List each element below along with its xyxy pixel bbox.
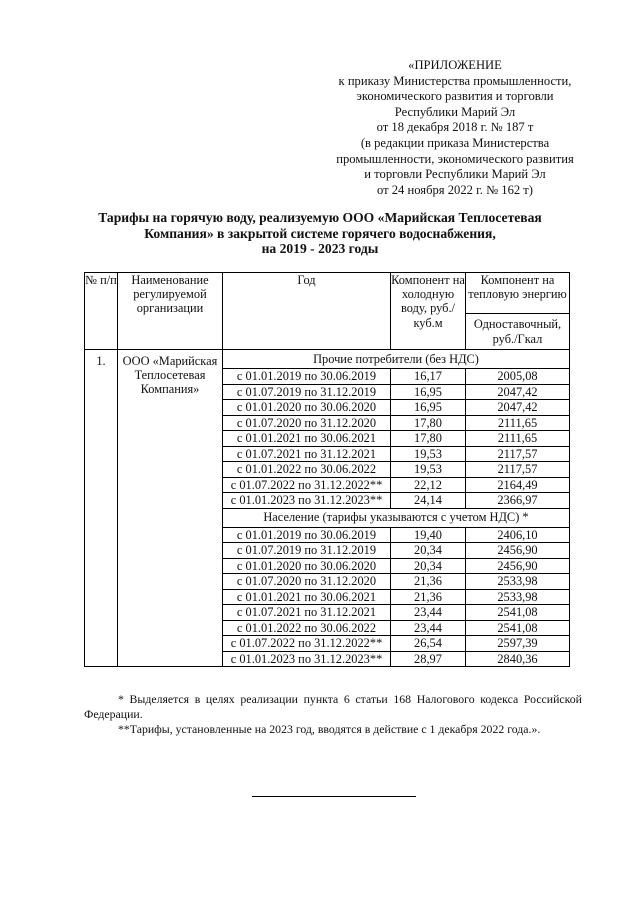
header-cold: Компонент на холодную воду, руб./куб.м <box>391 273 466 350</box>
header-org: Наименование регулируемой организации <box>118 273 223 350</box>
footnote-1: * Выделяется в целях реализации пункта 6 статьи 168 Налогового кодекса Российской Федерации. <box>84 692 582 721</box>
cold-water-cell: 19,53 <box>391 462 466 478</box>
heat-energy-cell: 2117,57 <box>466 446 570 462</box>
cold-water-cell: 16,17 <box>391 369 466 385</box>
cold-water-cell: 21,36 <box>391 574 466 590</box>
header-row <box>85 273 570 314</box>
heat-energy-cell: 2456,90 <box>466 558 570 574</box>
tariff-table <box>84 272 570 667</box>
heat-energy-cell: 2597,39 <box>466 636 570 652</box>
header-year: Год <box>223 273 391 350</box>
period-cell: с 01.01.2021 по 30.06.2021 <box>223 589 391 605</box>
cold-water-cell: 23,44 <box>391 605 466 621</box>
signature-line <box>252 796 416 797</box>
appendix-header <box>310 58 600 198</box>
heat-energy-cell: 2047,42 <box>466 384 570 400</box>
period-cell: с 01.01.2019 по 30.06.2019 <box>223 527 391 543</box>
appendix-line: (в редакции приказа Министерства <box>360 135 550 150</box>
appendix-line: от 24 ноября 2022 г. № 162 т) <box>376 182 534 197</box>
cold-water-cell: 19,53 <box>391 446 466 462</box>
period-cell: с 01.07.2019 по 31.12.2019 <box>223 543 391 559</box>
cold-water-cell: 28,97 <box>391 651 466 667</box>
footnote-2: **Тарифы, установленные на 2023 год, вводятся в действие с 1 декабря 2022 года.». <box>118 722 541 736</box>
heat-energy-cell: 2533,98 <box>466 589 570 605</box>
title-line: Тарифы на горячую воду, реализуемую ООО «Марийская Теплосетевая <box>98 210 542 225</box>
appendix-line: промышленности, экономического развития <box>336 151 574 166</box>
period-cell: с 01.01.2019 по 30.06.2019 <box>223 369 391 385</box>
cold-water-cell: 16,95 <box>391 384 466 400</box>
cold-water-cell: 16,95 <box>391 400 466 416</box>
title-line: на 2019 - 2023 годы <box>261 241 379 257</box>
appendix-line: от 18 декабря 2018 г. № 187 т <box>376 120 534 135</box>
appendix-line: экономического развития и торговли <box>356 89 554 104</box>
group-row <box>85 350 570 369</box>
title-line: Компания» в закрытой системе горячего водоснабжения, <box>144 225 496 241</box>
heat-energy-cell: 2456,90 <box>466 543 570 559</box>
period-cell: с 01.01.2023 по 31.12.2023** <box>223 493 391 509</box>
heat-energy-cell: 2117,57 <box>466 462 570 478</box>
heat-energy-cell: 2840,36 <box>466 651 570 667</box>
heat-energy-cell: 2541,08 <box>466 605 570 621</box>
header-heat-sub: Одноставочный, руб./Гкал <box>466 314 570 350</box>
header-num: № п/п <box>85 273 118 350</box>
heat-energy-cell: 2406,10 <box>466 527 570 543</box>
cold-water-cell: 21,36 <box>391 589 466 605</box>
appendix-line: и торговли Республики Марий Эл <box>364 167 546 182</box>
period-cell: с 01.07.2019 по 31.12.2019 <box>223 384 391 400</box>
period-cell: с 01.01.2022 по 30.06.2022 <box>223 462 391 478</box>
cold-water-cell: 17,80 <box>391 415 466 431</box>
cold-water-cell: 17,80 <box>391 431 466 447</box>
heat-energy-cell: 2111,65 <box>466 431 570 447</box>
heat-energy-cell: 2047,42 <box>466 400 570 416</box>
heat-energy-cell: 2533,98 <box>466 574 570 590</box>
heat-energy-cell: 2111,65 <box>466 415 570 431</box>
period-cell: с 01.01.2020 по 30.06.2020 <box>223 400 391 416</box>
heat-energy-cell: 2005,08 <box>466 369 570 385</box>
heat-energy-cell: 2366,97 <box>466 493 570 509</box>
cold-water-cell: 20,34 <box>391 543 466 559</box>
cold-water-cell: 19,40 <box>391 527 466 543</box>
group-label: Население (тарифы указываются с учетом НДС) * <box>223 508 570 527</box>
row-number: 1. <box>85 350 118 667</box>
cold-water-cell: 24,14 <box>391 493 466 509</box>
period-cell: с 01.01.2021 по 30.06.2021 <box>223 431 391 447</box>
period-cell: с 01.01.2023 по 31.12.2023** <box>223 651 391 667</box>
period-cell: с 01.07.2021 по 31.12.2021 <box>223 605 391 621</box>
organization-name: ООО «Марийская Теплосетевая Компания» <box>118 350 223 667</box>
footnotes <box>84 692 582 737</box>
group-label: Прочие потребители (без НДС) <box>223 350 570 369</box>
document-title <box>70 210 570 257</box>
heat-energy-cell: 2164,49 <box>466 477 570 493</box>
period-cell: с 01.01.2020 по 30.06.2020 <box>223 558 391 574</box>
period-cell: с 01.07.2022 по 31.12.2022** <box>223 477 391 493</box>
cold-water-cell: 20,34 <box>391 558 466 574</box>
cold-water-cell: 23,44 <box>391 620 466 636</box>
period-cell: с 01.07.2021 по 31.12.2021 <box>223 446 391 462</box>
appendix-line: Республики Марий Эл <box>394 104 516 119</box>
period-cell: с 01.07.2020 по 31.12.2020 <box>223 574 391 590</box>
cold-water-cell: 26,54 <box>391 636 466 652</box>
period-cell: с 01.07.2020 по 31.12.2020 <box>223 415 391 431</box>
appendix-line: «ПРИЛОЖЕНИЕ <box>408 58 502 72</box>
header-heat: Компонент на тепловую энергию <box>466 273 570 314</box>
heat-energy-cell: 2541,08 <box>466 620 570 636</box>
appendix-line: к приказу Министерства промышленности, <box>338 73 572 88</box>
period-cell: с 01.01.2022 по 30.06.2022 <box>223 620 391 636</box>
cold-water-cell: 22,12 <box>391 477 466 493</box>
period-cell: с 01.07.2022 по 31.12.2022** <box>223 636 391 652</box>
